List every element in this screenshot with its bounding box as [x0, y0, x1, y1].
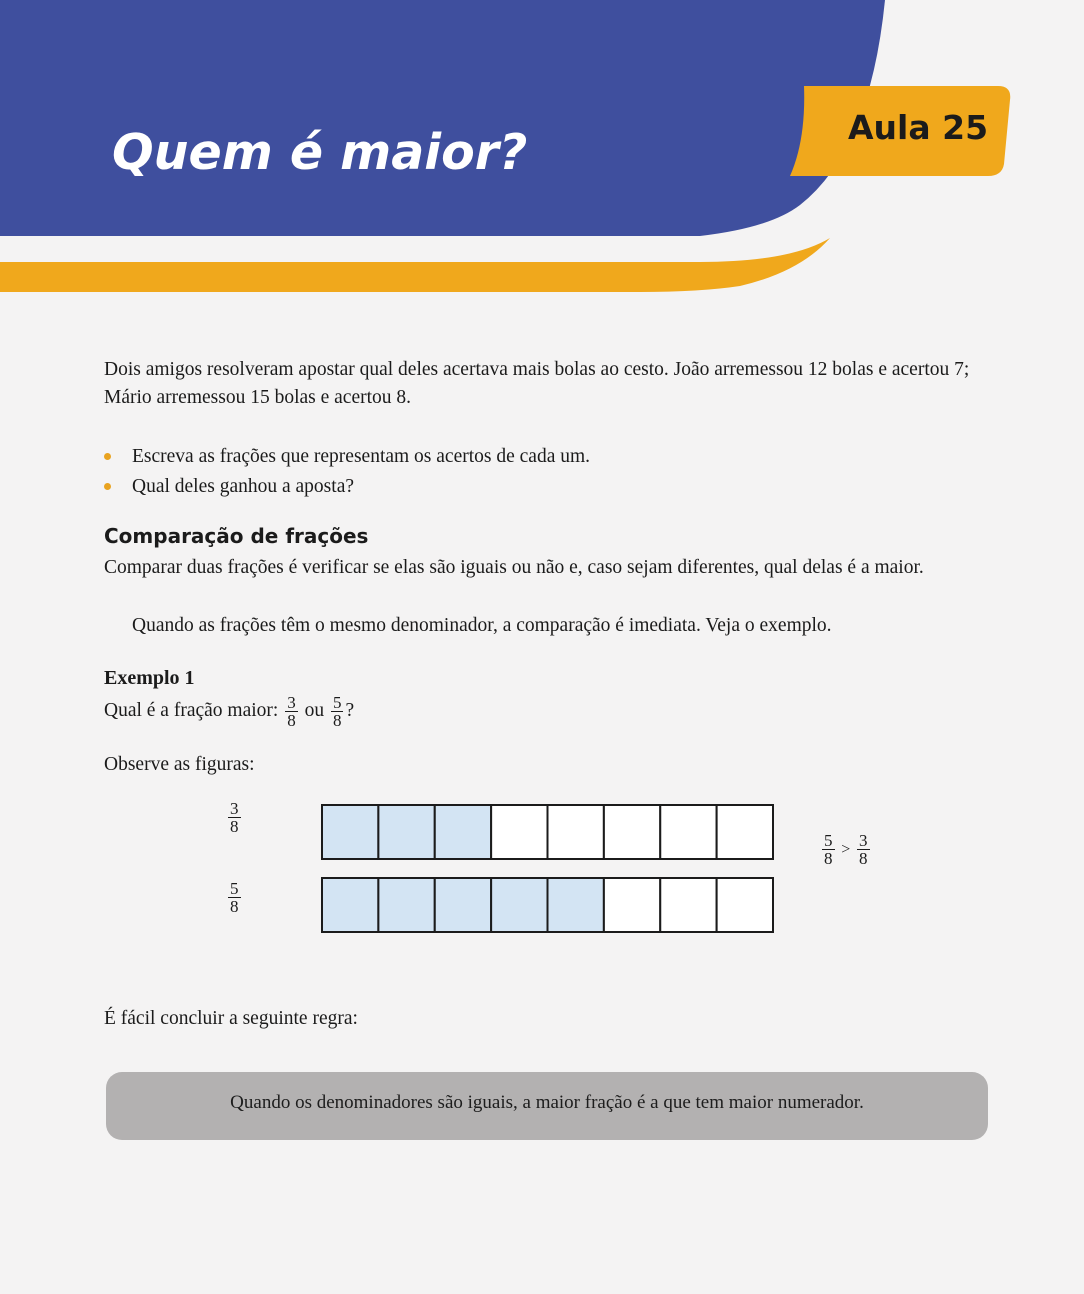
bar2-cell: [660, 878, 716, 932]
bar2-cell-shaded: [435, 878, 491, 932]
bar1-cell: [660, 805, 716, 859]
bar2-cell: [604, 878, 660, 932]
rule-intro: É fácil concluir a seguinte regra:: [104, 1008, 358, 1029]
greater-than-symbol: >: [841, 840, 851, 858]
bar1-cell: [604, 805, 660, 859]
bar2-cell-shaded: [322, 878, 378, 932]
lesson-badge: Aula 25: [848, 108, 989, 147]
comparison-result: $\frac{5}{8}$ > $\frac{3}{8}$: [824, 831, 868, 868]
bar1-cell-shaded: [322, 805, 378, 859]
observe-text: Observe as figuras:: [104, 754, 255, 775]
rule-text: Quando os denominadores são iguais, a maior fração é a que tem maior numerador.: [230, 1092, 864, 1113]
bar1-cell: [548, 805, 604, 859]
fraction-b: $\frac{5}{8}$: [332, 693, 342, 730]
bar2-cell-shaded: [548, 878, 604, 932]
bar2-label: $\frac{5}{8}$: [230, 879, 239, 916]
bar2-cell: [717, 878, 773, 932]
section-paragraph-1: Comparar duas frações é verificar se elas são iguais ou não e, caso sejam diferentes, qual delas é a maior.: [104, 557, 924, 578]
list-item: Escreva as frações que representam os acertos de cada um.: [104, 442, 590, 472]
bar1-label: $\frac{3}{8}$: [230, 799, 239, 836]
rule-box: [106, 1072, 988, 1140]
section-heading: Comparação de frações: [104, 524, 369, 548]
example-question: Qual é a fração maior: $\frac{3}{8}$ ou $\frac{5}{8}$ ?: [104, 693, 355, 730]
intro-paragraph: Dois amigos resolveram apostar qual deles acertava mais bolas ao cesto. João arremessou 12 bolas e acertou 7; Mário arremessou 15 bolas e acertou 8.: [104, 359, 970, 408]
bar1-cell-shaded: [435, 805, 491, 859]
chapter-title: Quem é maior?: [112, 124, 528, 181]
bar1-cell: [717, 805, 773, 859]
list-item: Qual deles ganhou a aposta?: [104, 472, 590, 502]
fraction-a: $\frac{3}{8}$: [287, 693, 296, 730]
bar2-cell-shaded: [491, 878, 547, 932]
example-heading: Exemplo 1: [104, 667, 195, 689]
section-paragraph-2: Quando as frações têm o mesmo denominador, a comparação é imediata. Veja o exemplo.: [132, 615, 832, 636]
bar1-cell: [491, 805, 547, 859]
bar2-cell-shaded: [378, 878, 434, 932]
bar1-cell-shaded: [378, 805, 434, 859]
